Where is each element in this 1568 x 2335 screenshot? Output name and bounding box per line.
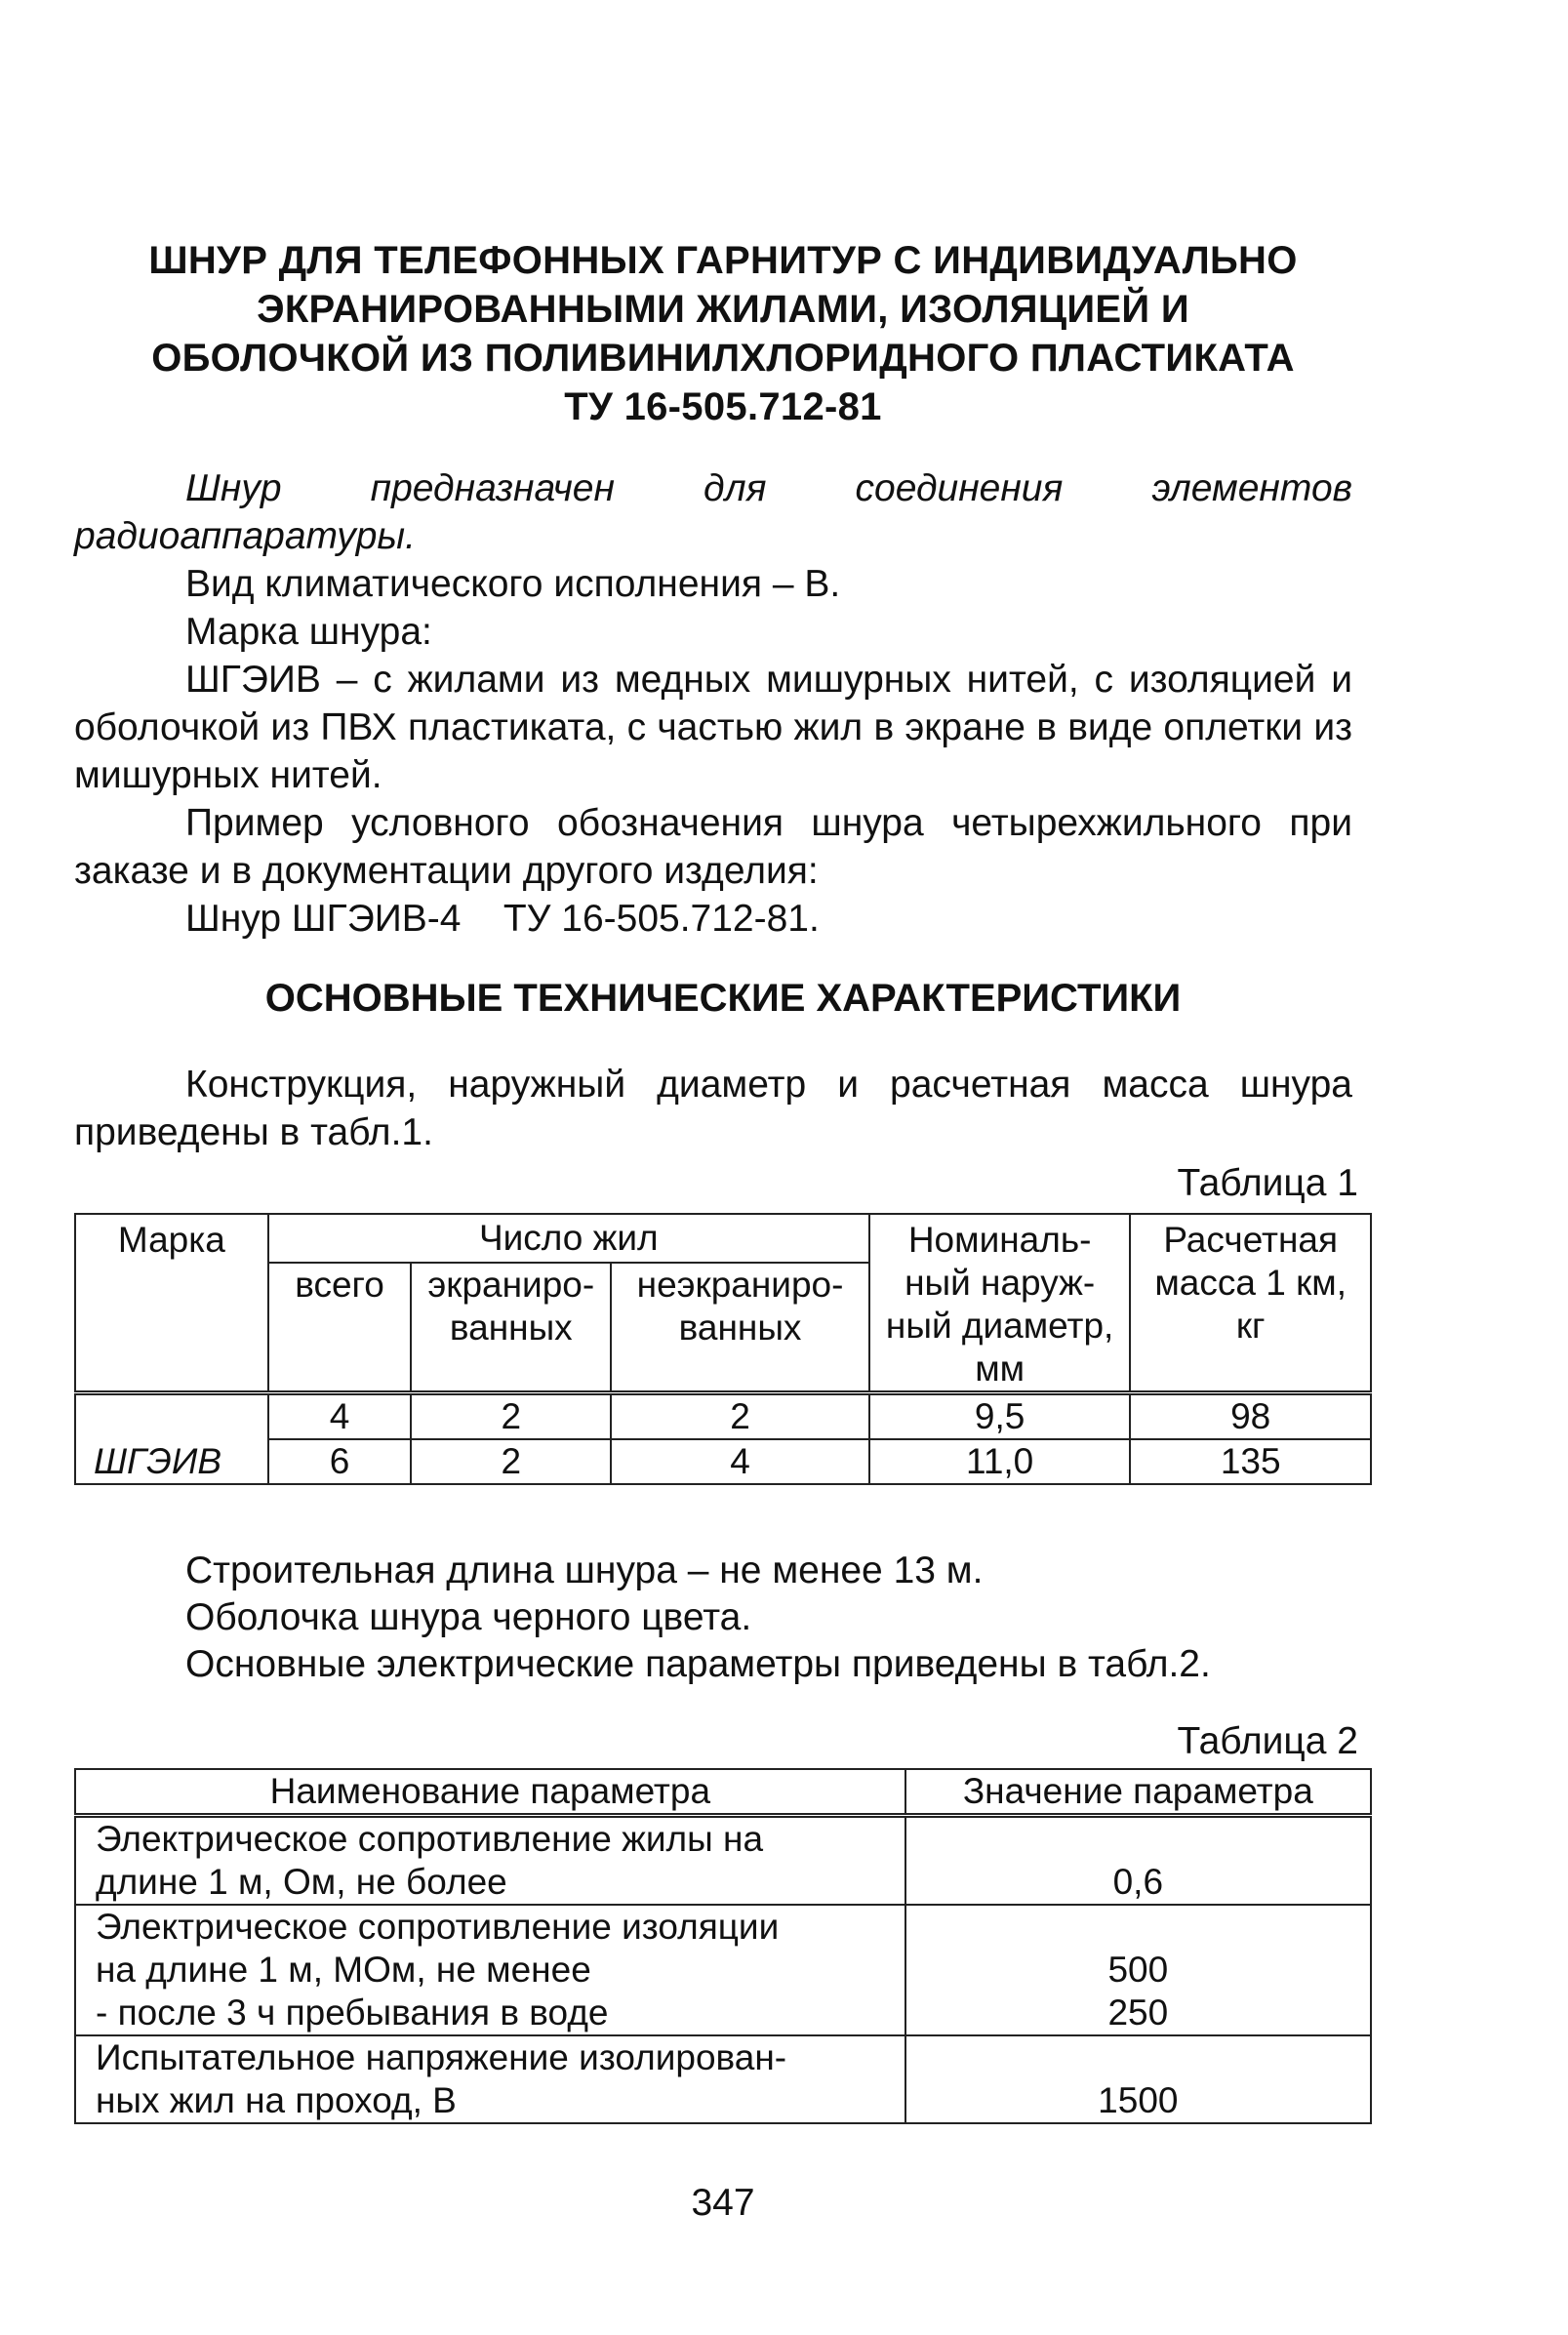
param-name-line: Испытательное напряжение изолирован- <box>96 2037 787 2077</box>
example-intro-paragraph: Пример условного обозначения шнура четырехжильного при заказе и в документации другого изделия: <box>74 802 1352 892</box>
param-value: 1500 <box>1098 2080 1179 2120</box>
table-row <box>75 1439 1371 1484</box>
sheath-paragraph: Оболочка шнура черного цвета. <box>185 1596 752 1638</box>
param-name-line: Электрическое сопротивление изоляции <box>96 1907 780 1947</box>
climate-paragraph: Вид климатического исполнения – В. <box>185 563 841 605</box>
section-title: ОСНОВНЫЕ ТЕХНИЧЕСКИЕ ХАРАКТЕРИСТИКИ <box>264 977 1182 1020</box>
cell-diameter: 11,0 <box>869 1439 1130 1484</box>
param-value: 0,6 <box>1112 1862 1164 1902</box>
table2-caption: Таблица 2 <box>1177 1720 1358 1762</box>
page-number: 347 <box>691 2182 755 2224</box>
table-row <box>75 1816 1371 1906</box>
cell-total: 6 <box>268 1439 412 1484</box>
cell-unshielded: 4 <box>611 1439 869 1484</box>
header-parameter-value: Значение параметра <box>905 1769 1371 1816</box>
cell-shielded: 2 <box>411 1439 611 1484</box>
purpose-paragraph: Шнур предназначен для соединения элементов радиоаппаратуры. <box>74 467 1352 557</box>
example-designation: Шнур ШГЭИВ-4 ТУ 16-505.712-81. <box>185 898 820 940</box>
cell-total: 4 <box>268 1393 412 1440</box>
header-diameter: Номиналь-ный наруж-ный диаметр, мм <box>869 1214 1130 1393</box>
table1-intro-paragraph: Конструкция, наружный диаметр и расчетная масса шнура приведены в табл.1. <box>74 1064 1352 1153</box>
param-name-line: на длине 1 м, МОм, не менее <box>96 1950 591 1990</box>
header-cores: Число жил <box>268 1214 869 1263</box>
table-row <box>75 1393 1371 1440</box>
table-row <box>75 2035 1371 2123</box>
header-parameter-name: Наименование параметра <box>75 1769 905 1816</box>
cell-unshielded: 2 <box>611 1393 869 1440</box>
table1-caption: Таблица 1 <box>1177 1162 1358 1204</box>
param-name-line: длине 1 м, Ом, не более <box>96 1862 507 1902</box>
length-paragraph: Строительная длина шнура – не менее 13 м. <box>185 1550 984 1591</box>
param-name-line: - после 3 ч пребывания в воде <box>96 1993 609 2033</box>
title-line-2: ЭКРАНИРОВАННЫМИ ЖИЛАМИ, ИЗОЛЯЦИЕЙ И <box>257 288 1189 331</box>
header-brand: Марка <box>75 1214 268 1393</box>
title-spec-number: ТУ 16-505.712-81 <box>564 385 882 428</box>
cell-shielded: 2 <box>411 1393 611 1440</box>
cell-diameter: 9,5 <box>869 1393 1130 1440</box>
header-total: всего <box>268 1263 412 1393</box>
param-name-line: ных жил на проход, В <box>96 2080 457 2120</box>
header-unshielded: неэкраниро-ванных <box>611 1263 869 1393</box>
params-paragraph: Основные электрические параметры приведены в табл.2. <box>185 1643 1211 1685</box>
param-value: 250 <box>1107 1993 1169 2033</box>
param-name-line: Электрическое сопротивление жилы на <box>96 1819 764 1859</box>
cell-mass: 135 <box>1130 1439 1371 1484</box>
table-2 <box>74 1768 1372 2124</box>
table-row <box>75 1905 1371 2035</box>
header-shielded: экраниро-ванных <box>411 1263 611 1393</box>
brand-description-paragraph: ШГЭИВ – с жилами из медных мишурных нитей, с изоляцией и оболочкой из ПВХ пластиката, с частью жил в экране в виде оплетки из мишурных нитей. <box>74 659 1352 796</box>
document-title <box>74 236 1372 431</box>
param-value: 500 <box>1107 1950 1169 1990</box>
brand-label-paragraph: Марка шнура: <box>185 611 432 653</box>
title-line-3: ОБОЛОЧКОЙ ИЗ ПОЛИВИНИЛХЛОРИДНОГО ПЛАСТИКАТА <box>151 337 1295 380</box>
brand-cell: ШГЭИВ <box>75 1393 268 1485</box>
title-line-1: ШНУР ДЛЯ ТЕЛЕФОННЫХ ГАРНИТУР С ИНДИВИДУАЛЬНО <box>148 239 1298 282</box>
table-1 <box>74 1213 1372 1485</box>
header-mass: Расчетная масса 1 км, кг <box>1130 1214 1371 1393</box>
cell-mass: 98 <box>1130 1393 1371 1440</box>
